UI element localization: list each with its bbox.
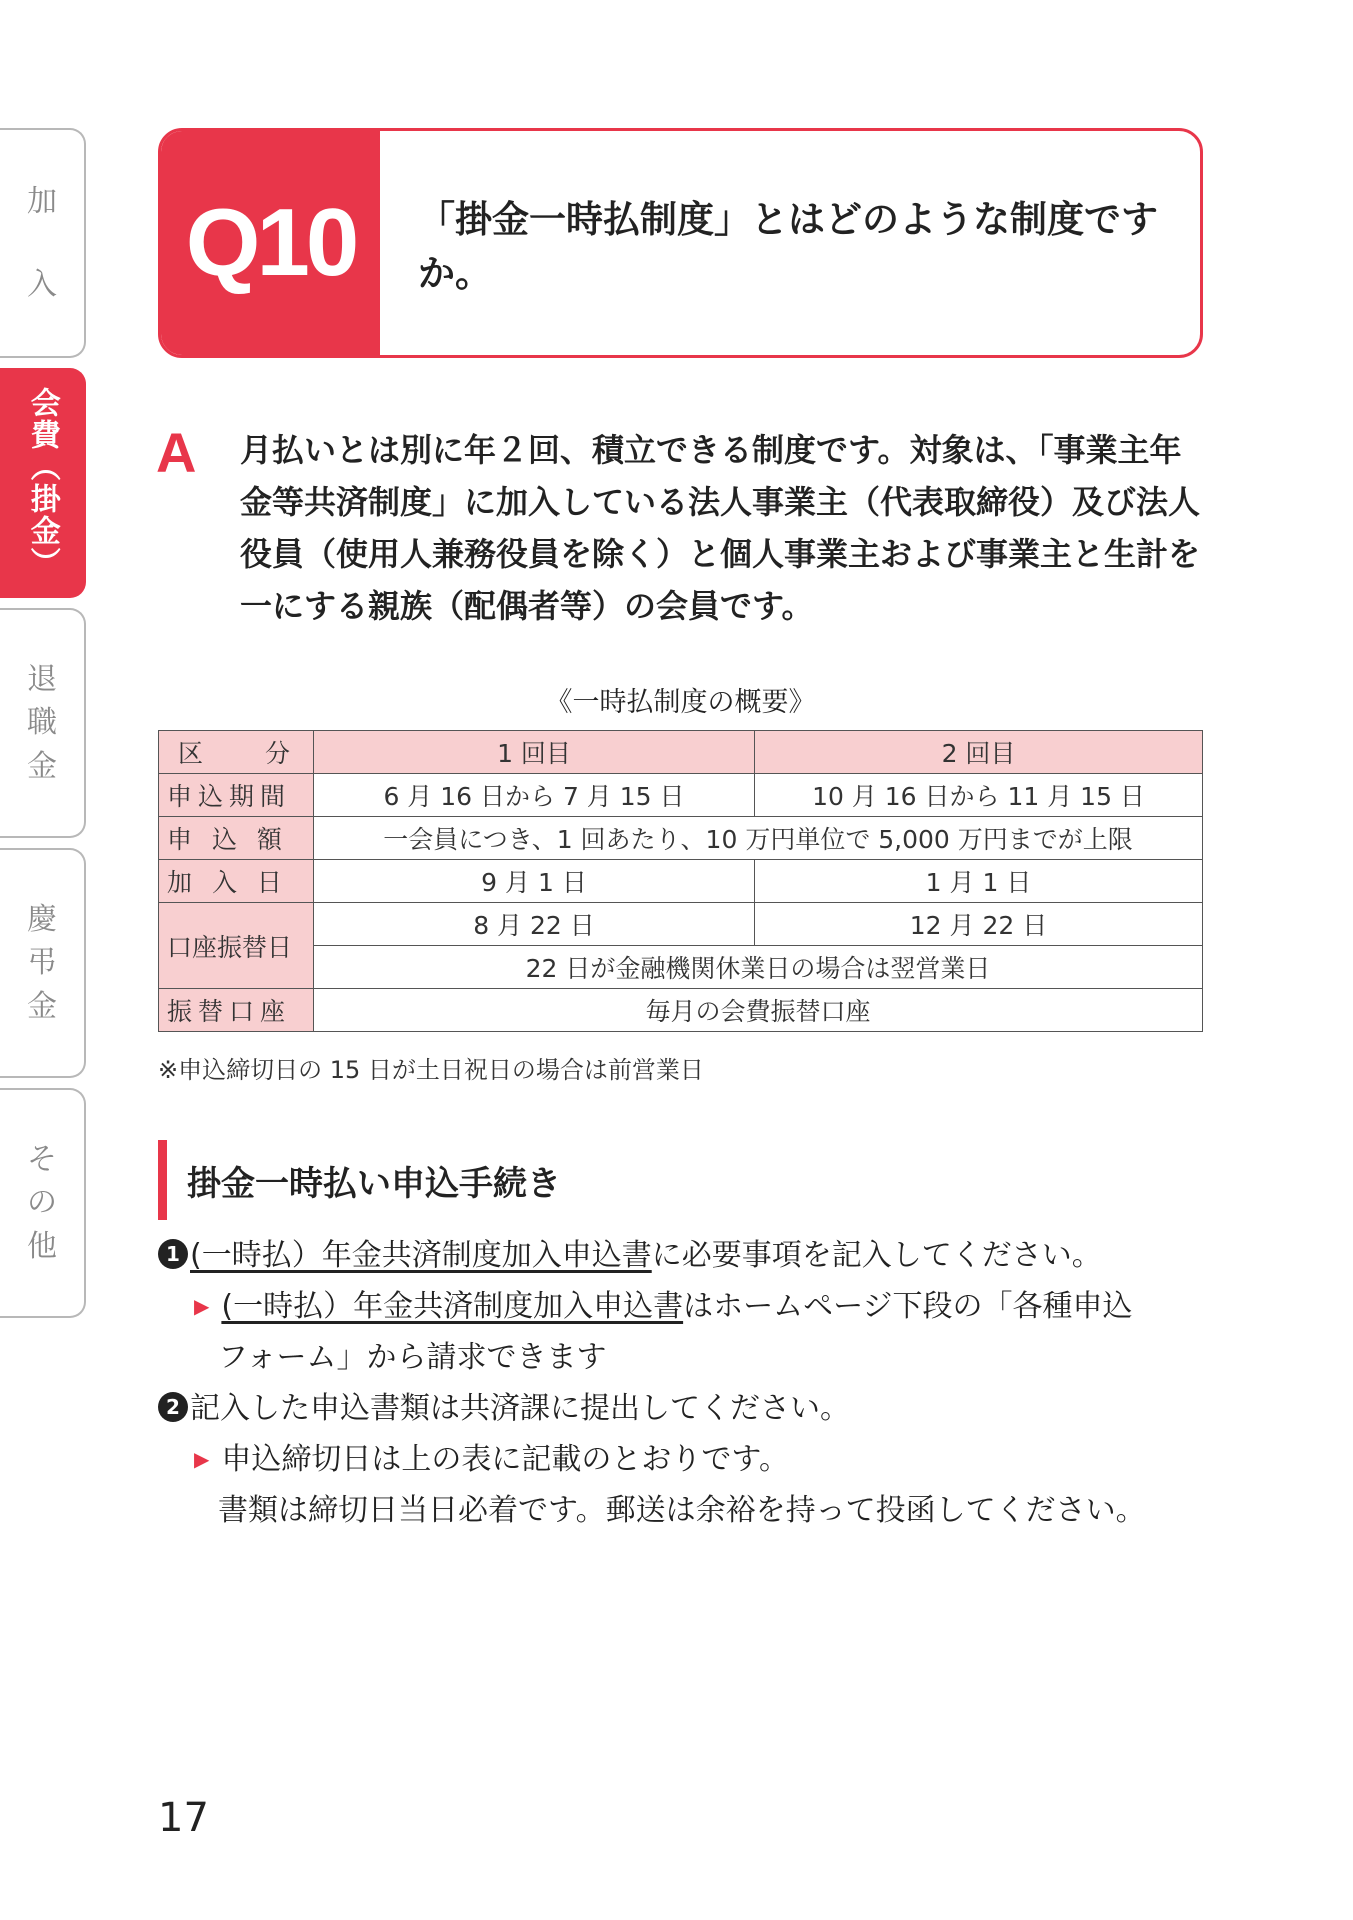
cell-transfer-date-note: 22 日が金融機関休業日の場合は翌営業日: [314, 946, 1203, 989]
cell-apply-period-second: 10 月 16 日から 11 月 15 日: [755, 774, 1203, 817]
answer-text: 月払いとは別に年２回、積立できる制度です。対象は、「事業主年金等共済制度」に加入している法人事業主（代表取締役）及び法人役員（使用人兼務役員を除く）と個人事業主および事業主と生計を一にする親族（配偶者等）の会員です。: [240, 431, 1201, 625]
cell-account: 毎月の会費振替口座: [314, 989, 1203, 1032]
cell-amount: 一会員につき、1 回あたり、10 万円単位で 5,000 万円までが上限: [314, 817, 1203, 860]
cell-join-date-first: 9 月 1 日: [314, 860, 755, 903]
cell-apply-period-first: 6 月 16 日から 7 月 15 日: [314, 774, 755, 817]
tab-kanyu-char-1: 加: [27, 183, 57, 219]
step-1-text: に必要事項を記入してください。: [651, 1238, 1102, 1273]
row-label-account: 振替口座: [159, 989, 314, 1032]
table-row: [159, 946, 1203, 989]
procedure-list: [158, 1230, 1218, 1536]
step-2-number: 2: [158, 1392, 188, 1422]
tab-keichokin-char-2: 弔: [27, 945, 57, 981]
table-row: [159, 903, 1203, 946]
tab-keichokin-char-1: 慶: [27, 901, 57, 937]
tab-kaihi[interactable]: [0, 368, 86, 598]
tab-taishokukin-char-1: 退: [27, 661, 57, 697]
table-header-category: 区 分: [159, 731, 314, 774]
answer-letter: A: [156, 421, 197, 484]
table-caption: 《一時払制度の概要》: [545, 687, 816, 718]
step-1-sub-text-2: フォーム」から請求できます: [218, 1340, 607, 1375]
row-label-amount: 申 込 額: [159, 817, 314, 860]
procedure-heading: 掛金一時払い申込手続き: [158, 1140, 561, 1220]
tab-sonota-char-1: そ: [27, 1141, 57, 1177]
step-1: [158, 1230, 1218, 1281]
tab-kanyu-char-2: 入: [27, 267, 57, 302]
step-2-text: 記入した申込書類は共済課に提出してください。: [190, 1391, 850, 1426]
question-text: 「掛金一時払制度」とはどのような制度ですか。: [418, 198, 1159, 295]
cell-join-date-second: 1 月 1 日: [755, 860, 1203, 903]
tab-taishokukin-char-3: 金: [27, 748, 57, 784]
tab-kanyu[interactable]: [0, 128, 86, 358]
tab-keichokin[interactable]: [0, 848, 86, 1078]
step-2-sub-text-2: 書類は締切日当日必着です。郵送は余裕を持って投函してください。: [218, 1493, 1146, 1528]
row-label-join-date: 加 入 日: [159, 860, 314, 903]
table-row: [159, 989, 1203, 1032]
table-header-first: 1 回目: [314, 731, 755, 774]
step-1-sub: [158, 1281, 1218, 1332]
tab-sonota-char-2: の: [27, 1185, 57, 1221]
step-1-sub-form-link[interactable]: (一時払）年金共済制度加入申込書: [221, 1289, 684, 1324]
table-row: [159, 817, 1203, 860]
tab-taishokukin[interactable]: [0, 608, 86, 838]
question-label: Q10: [161, 131, 380, 355]
row-label-transfer-date: 口座振替日: [159, 903, 314, 989]
tab-keichokin-char-3: 金: [27, 988, 57, 1024]
step-2-sub-text: 申込締切日は上の表に記載のとおりです。: [221, 1442, 789, 1477]
step-1-sub-text: はホームページ下段の「各種申込: [683, 1289, 1133, 1324]
step-1-number: 1: [158, 1239, 188, 1269]
cell-transfer-date-first: 8 月 22 日: [314, 903, 755, 946]
table-row: [159, 860, 1203, 903]
step-2-sub: [158, 1434, 1218, 1485]
table-row: [159, 774, 1203, 817]
table-header-row: [159, 731, 1203, 774]
step-2: [158, 1383, 1218, 1434]
triangle-bullet-icon: ▶: [194, 1294, 210, 1318]
tab-sonota[interactable]: [0, 1088, 86, 1318]
tab-kaihi-label: 会費（掛金）: [24, 387, 60, 579]
tab-sonota-char-3: 他: [27, 1228, 57, 1264]
page-number: 17: [158, 1795, 209, 1841]
tab-taishokukin-char-2: 職: [27, 705, 57, 741]
step-1-form-link[interactable]: (一時払）年金共済制度加入申込書: [190, 1238, 652, 1273]
row-label-apply-period: 申込期間: [159, 774, 314, 817]
table-header-second: 2 回目: [755, 731, 1203, 774]
overview-table: [158, 730, 1203, 1032]
question-box: [158, 128, 1203, 358]
cell-transfer-date-second: 12 月 22 日: [755, 903, 1203, 946]
triangle-bullet-icon: ▶: [194, 1447, 210, 1471]
table-footnote: ※申込締切日の 15 日が土日祝日の場合は前営業日: [158, 1056, 704, 1084]
